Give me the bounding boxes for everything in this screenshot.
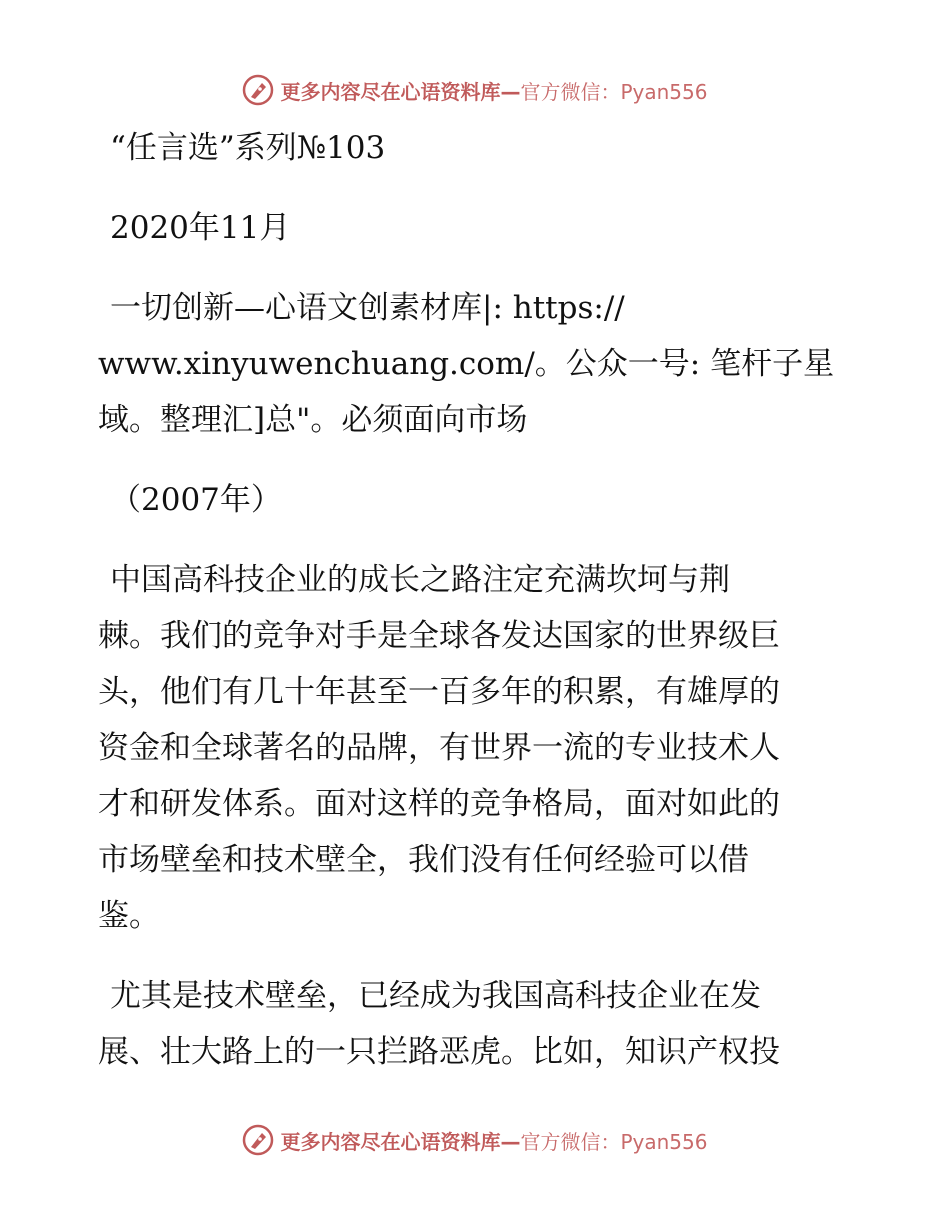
paragraph-2 bbox=[98, 968, 858, 1080]
document-date: 2020年11月 bbox=[110, 210, 291, 246]
watermark-text bbox=[280, 76, 707, 105]
pen-nib-logo-icon bbox=[242, 1124, 274, 1156]
document-body bbox=[98, 120, 858, 1080]
paragraph-line: 鉴。 bbox=[98, 898, 160, 934]
paragraph-1 bbox=[98, 552, 858, 944]
paragraph-line: 资金和全球著名的品牌，有世界一流的专业技术人 bbox=[98, 730, 780, 766]
document-year: （2007年） bbox=[110, 482, 282, 518]
paragraph-line: 才和研发体系。面对这样的竞争格局，面对如此的 bbox=[98, 786, 780, 822]
paragraph-line: 市场壁垒和技术壁全，我们没有任何经验可以借 bbox=[98, 842, 749, 878]
footer-watermark bbox=[0, 1120, 950, 1160]
paragraph-line: 棘。我们的竞争对手是全球各发达国家的世界级巨 bbox=[98, 618, 780, 654]
watermark-contact: 官方微信：Pyan556 bbox=[520, 1129, 708, 1154]
watermark-text bbox=[280, 1126, 707, 1155]
source-note bbox=[98, 280, 858, 448]
series-title: “任言选”系列№103 bbox=[110, 130, 386, 166]
paragraph-line: 展、壮大路上的一只拦路恶虎。比如，知识产权投 bbox=[98, 1034, 780, 1070]
watermark-brand: 更多内容尽在心语资料库 bbox=[280, 79, 501, 104]
watermark-separator: — bbox=[500, 1129, 521, 1154]
paragraph-line: 头，他们有几十年甚至一百多年的积累，有雄厚的 bbox=[98, 674, 780, 710]
header-watermark bbox=[0, 70, 950, 110]
watermark-contact: 官方微信：Pyan556 bbox=[520, 79, 708, 104]
pen-nib-logo-icon bbox=[242, 74, 274, 106]
source-line: www.xinyuwenchuang.com/。公众一号: 笔杆子星 bbox=[98, 346, 835, 382]
watermark-separator: — bbox=[500, 79, 521, 104]
source-line: 域。整理汇]总"。必须面向市场 bbox=[98, 402, 528, 438]
source-line: 一切创新—心语文创素材库|: https:// bbox=[110, 290, 625, 326]
paragraph-line: 尤其是技术壁垒，已经成为我国高科技企业在发 bbox=[110, 978, 761, 1014]
watermark-brand: 更多内容尽在心语资料库 bbox=[280, 1129, 501, 1154]
paragraph-line: 中国高科技企业的成长之路注定充满坎坷与荆 bbox=[110, 562, 730, 598]
